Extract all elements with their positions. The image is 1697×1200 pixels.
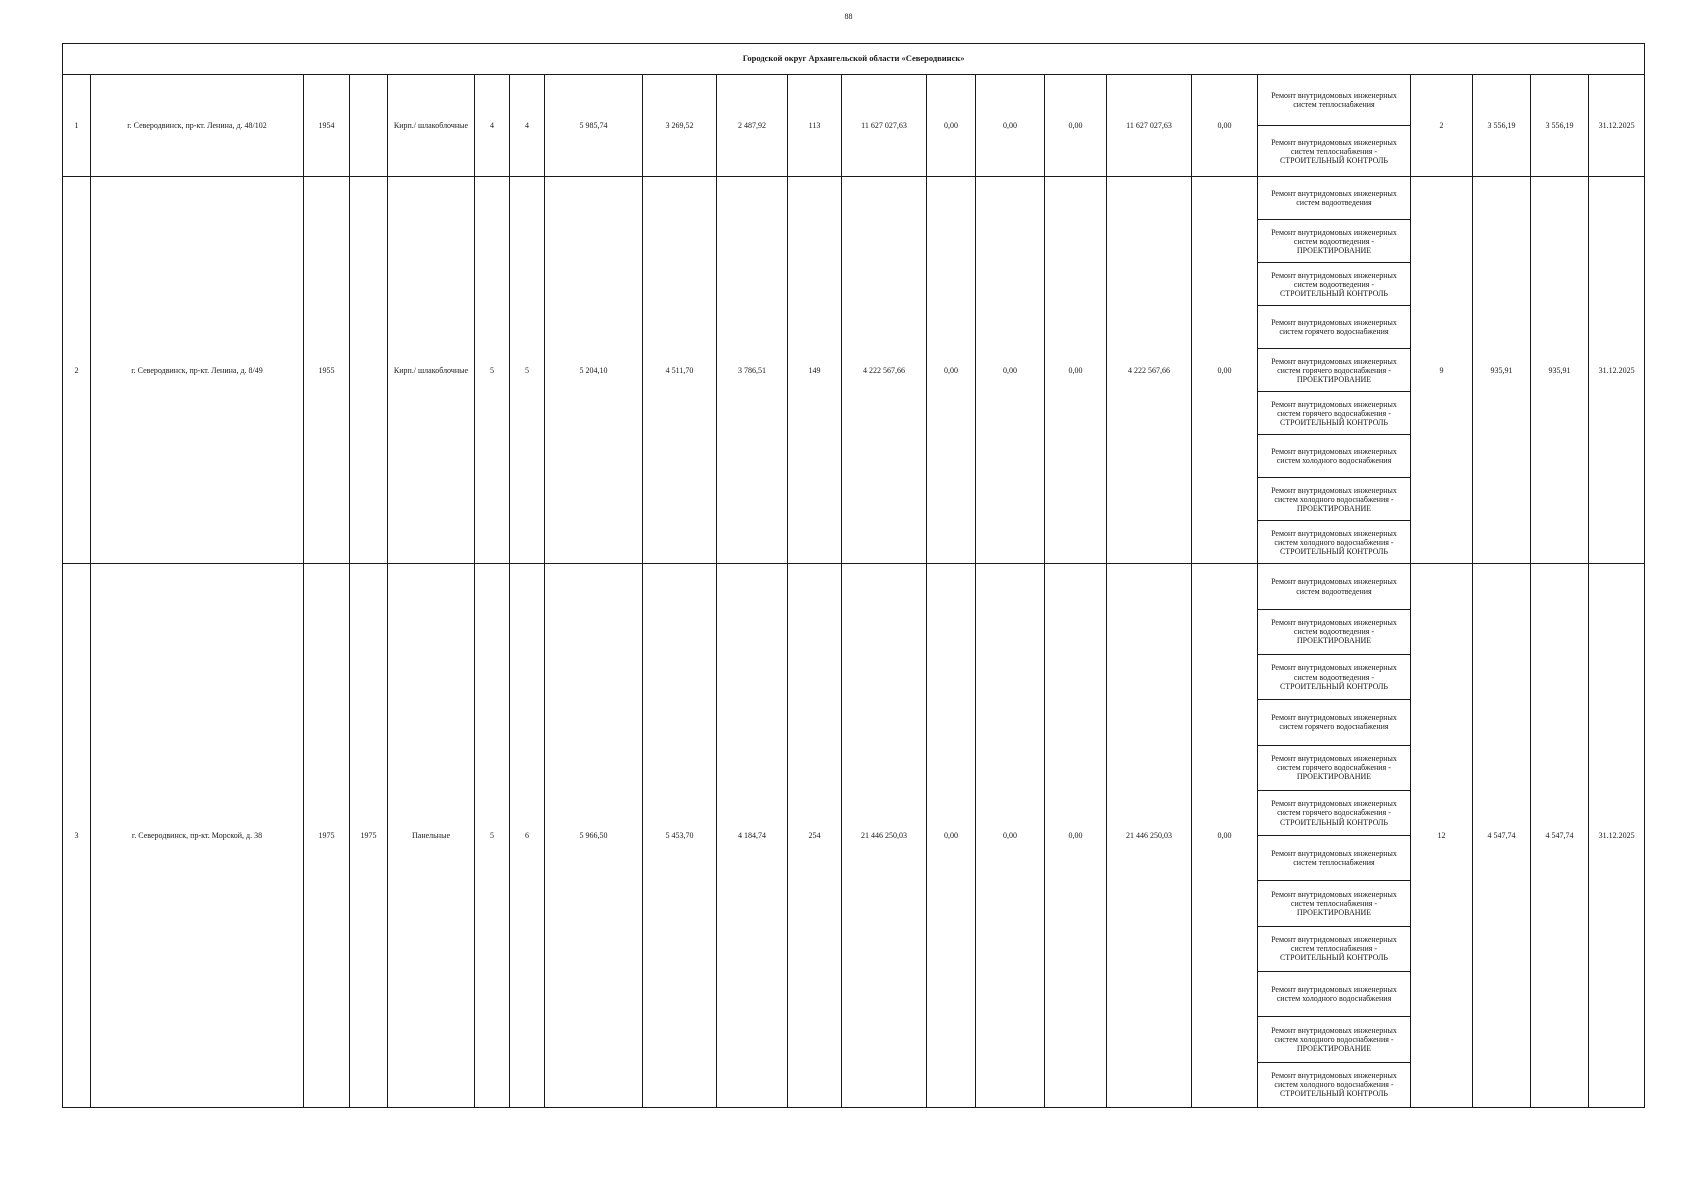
house-address: г. Северодвинск, пр-кт. Ленина, д. 48/102	[91, 75, 304, 177]
work-item: Ремонт внутридомовых инженерных систем горячего водоснабжения	[1258, 700, 1411, 745]
work-item: Ремонт внутридомовых инженерных систем холодного водоснабжения - ПРОЕКТИРОВАНИЕ	[1258, 478, 1411, 521]
fund-regional: 0,00	[976, 75, 1045, 177]
completion-date: 31.12.2025	[1589, 564, 1645, 1108]
work-item: Ремонт внутридомовых инженерных систем теплоснабжения - СТРОИТЕЛЬНЫЙ КОНТРОЛЬ	[1258, 126, 1411, 177]
fund-federal: 0,00	[927, 564, 976, 1108]
fund-regional: 0,00	[976, 564, 1045, 1108]
fund-other: 0,00	[1192, 177, 1258, 564]
cost-total: 21 446 250,03	[842, 564, 927, 1108]
residential-area: 3 269,52	[643, 75, 717, 177]
total-area: 5 204,10	[545, 177, 643, 564]
year-reconstructed	[350, 177, 388, 564]
unit-cost-limit: 935,91	[1531, 177, 1589, 564]
region-title: Городской округ Архангельской области «Северодвинск»	[63, 44, 1645, 75]
total-area: 5 985,74	[545, 75, 643, 177]
house-address: г. Северодвинск, пр-кт. Ленина, д. 8/49	[91, 177, 304, 564]
work-item: Ремонт внутридомовых инженерных систем водоотведения - СТРОИТЕЛЬНЫЙ КОНТРОЛЬ	[1258, 263, 1411, 306]
year-built: 1955	[304, 177, 350, 564]
house-address: г. Северодвинск, пр-кт. Морской, д. 38	[91, 564, 304, 1108]
owned-area: 2 487,92	[717, 75, 788, 177]
owned-area: 4 184,74	[717, 564, 788, 1108]
floors-min: 5	[475, 564, 510, 1108]
work-item: Ремонт внутридомовых инженерных систем горячего водоснабжения - ПРОЕКТИРОВАНИЕ	[1258, 745, 1411, 790]
wall-material: Панельные	[388, 564, 475, 1108]
fund-owners: 4 222 567,66	[1107, 177, 1192, 564]
residents-count: 113	[788, 75, 842, 177]
work-item: Ремонт внутридомовых инженерных систем водоотведения	[1258, 177, 1411, 220]
owned-area: 3 786,51	[717, 177, 788, 564]
house-row	[63, 177, 1645, 220]
work-item: Ремонт внутридомовых инженерных систем водоотведения - СТРОИТЕЛЬНЫЙ КОНТРОЛЬ	[1258, 654, 1411, 699]
works-count: 2	[1411, 75, 1473, 177]
work-item: Ремонт внутридомовых инженерных систем холодного водоснабжения - ПРОЕКТИРОВАНИЕ	[1258, 1017, 1411, 1062]
work-item: Ремонт внутридомовых инженерных систем водоотведения	[1258, 564, 1411, 609]
fund-local: 0,00	[1045, 75, 1107, 177]
residential-area: 4 511,70	[643, 177, 717, 564]
completion-date: 31.12.2025	[1589, 177, 1645, 564]
floors-min: 5	[475, 177, 510, 564]
residential-area: 5 453,70	[643, 564, 717, 1108]
page-number: 88	[844, 12, 853, 21]
work-item: Ремонт внутридомовых инженерных систем холодного водоснабжения	[1258, 971, 1411, 1016]
fund-owners: 11 627 027,63	[1107, 75, 1192, 177]
work-item: Ремонт внутридомовых инженерных систем теплоснабжения - СТРОИТЕЛЬНЫЙ КОНТРОЛЬ	[1258, 926, 1411, 971]
work-item: Ремонт внутридомовых инженерных систем холодного водоснабжения - СТРОИТЕЛЬНЫЙ КОНТРОЛЬ	[1258, 521, 1411, 564]
work-item: Ремонт внутридомовых инженерных систем горячего водоснабжения - ПРОЕКТИРОВАНИЕ	[1258, 349, 1411, 392]
floors-max: 5	[510, 177, 545, 564]
total-area: 5 966,50	[545, 564, 643, 1108]
work-item: Ремонт внутридомовых инженерных систем горячего водоснабжения - СТРОИТЕЛЬНЫЙ КОНТРОЛЬ	[1258, 790, 1411, 835]
region-header-row	[63, 44, 1645, 75]
work-item: Ремонт внутридомовых инженерных систем горячего водоснабжения	[1258, 306, 1411, 349]
fund-regional: 0,00	[976, 177, 1045, 564]
fund-owners: 21 446 250,03	[1107, 564, 1192, 1108]
house-row	[63, 564, 1645, 609]
row-number: 3	[63, 564, 91, 1108]
work-item: Ремонт внутридомовых инженерных систем холодного водоснабжения - СТРОИТЕЛЬНЫЙ КОНТРОЛЬ	[1258, 1062, 1411, 1108]
wall-material: Кирп./ шлакоблочные	[388, 177, 475, 564]
unit-cost-limit: 3 556,19	[1531, 75, 1589, 177]
cost-total: 11 627 027,63	[842, 75, 927, 177]
work-item: Ремонт внутридомовых инженерных систем горячего водоснабжения - СТРОИТЕЛЬНЫЙ КОНТРОЛЬ	[1258, 392, 1411, 435]
repair-register-table	[62, 43, 1645, 1108]
cost-total: 4 222 567,66	[842, 177, 927, 564]
house-row	[63, 75, 1645, 126]
fund-federal: 0,00	[927, 177, 976, 564]
work-item: Ремонт внутридомовых инженерных систем холодного водоснабжения	[1258, 435, 1411, 478]
year-reconstructed	[350, 75, 388, 177]
floors-min: 4	[475, 75, 510, 177]
row-number: 1	[63, 75, 91, 177]
floors-max: 4	[510, 75, 545, 177]
fund-local: 0,00	[1045, 564, 1107, 1108]
fund-local: 0,00	[1045, 177, 1107, 564]
work-item: Ремонт внутридомовых инженерных систем водоотведения - ПРОЕКТИРОВАНИЕ	[1258, 609, 1411, 654]
works-count: 9	[1411, 177, 1473, 564]
work-item: Ремонт внутридомовых инженерных систем теплоснабжения - ПРОЕКТИРОВАНИЕ	[1258, 881, 1411, 926]
work-item: Ремонт внутридомовых инженерных систем теплоснабжения	[1258, 836, 1411, 881]
residents-count: 149	[788, 177, 842, 564]
work-item: Ремонт внутридомовых инженерных систем водоотведения - ПРОЕКТИРОВАНИЕ	[1258, 220, 1411, 263]
wall-material: Кирп./ шлакоблочные	[388, 75, 475, 177]
year-built: 1975	[304, 564, 350, 1108]
completion-date: 31.12.2025	[1589, 75, 1645, 177]
unit-cost: 935,91	[1473, 177, 1531, 564]
year-built: 1954	[304, 75, 350, 177]
residents-count: 254	[788, 564, 842, 1108]
row-number: 2	[63, 177, 91, 564]
floors-max: 6	[510, 564, 545, 1108]
fund-federal: 0,00	[927, 75, 976, 177]
fund-other: 0,00	[1192, 75, 1258, 177]
fund-other: 0,00	[1192, 564, 1258, 1108]
unit-cost-limit: 4 547,74	[1531, 564, 1589, 1108]
year-reconstructed: 1975	[350, 564, 388, 1108]
unit-cost: 4 547,74	[1473, 564, 1531, 1108]
work-item: Ремонт внутридомовых инженерных систем теплоснабжения	[1258, 75, 1411, 126]
works-count: 12	[1411, 564, 1473, 1108]
unit-cost: 3 556,19	[1473, 75, 1531, 177]
